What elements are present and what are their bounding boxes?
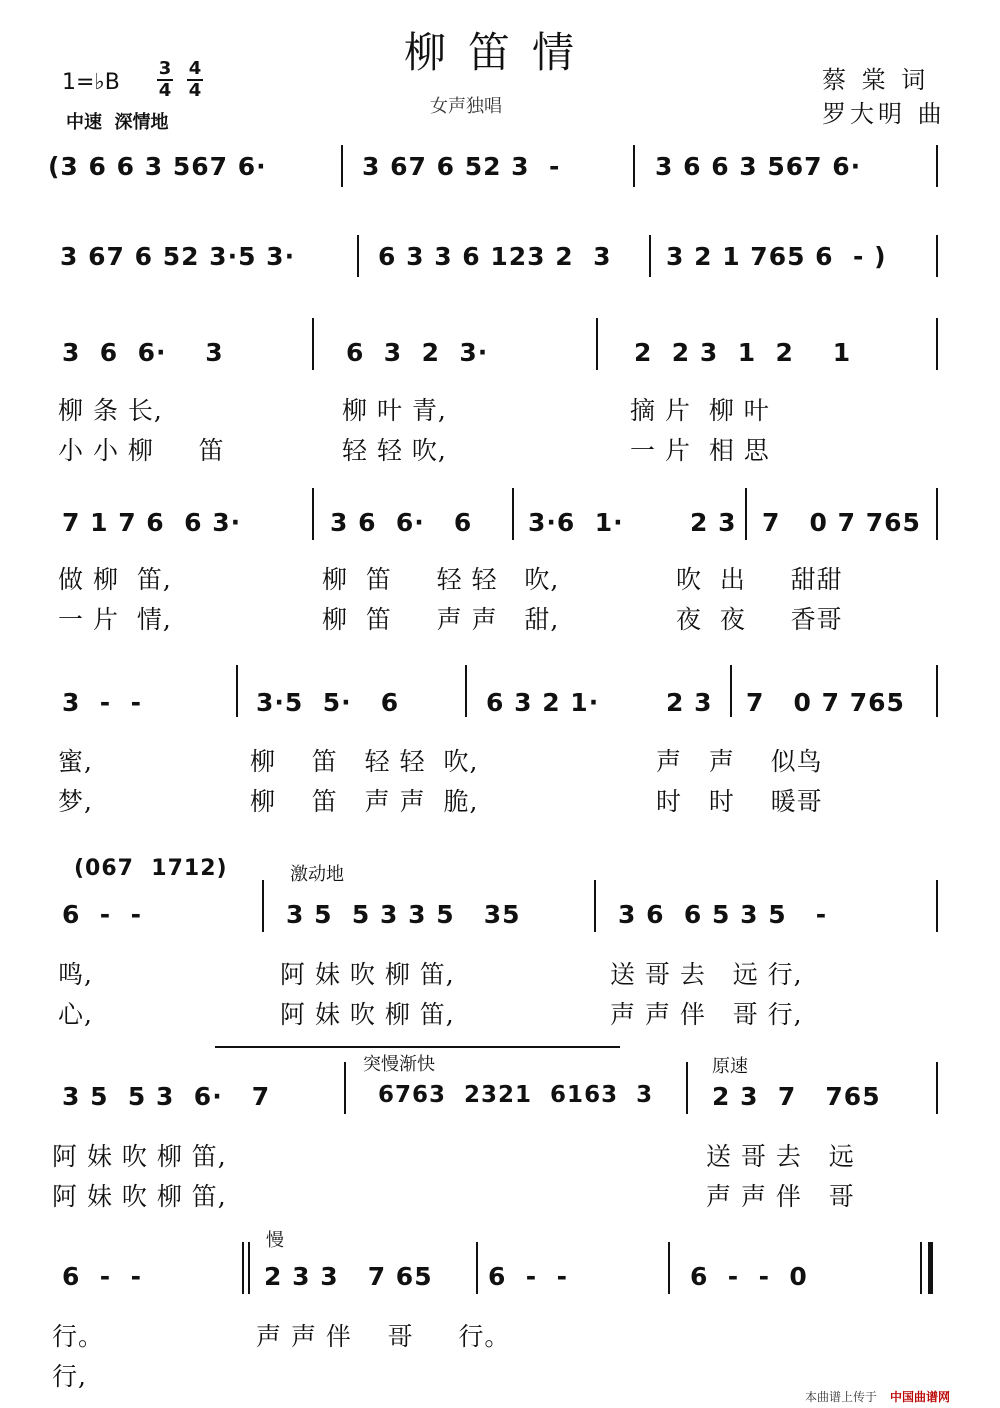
- row5-lyric-v2-b: 柳 笛 声 声 脆,: [250, 787, 479, 816]
- row6-lyric-v1-c: 送 哥 去 远 行,: [610, 960, 803, 989]
- song-title: 柳笛情: [403, 28, 596, 77]
- row7-measure-3: 2 3 7 765: [712, 1082, 881, 1111]
- row8-measure-2: 2 3 3 7 65: [264, 1262, 433, 1291]
- row8-lyric-v2-a: 行,: [52, 1362, 87, 1391]
- performance-type: 女声独唱: [430, 96, 502, 117]
- lyricist-credit: 蔡 棠 词: [822, 66, 930, 94]
- final-barline: [920, 1242, 922, 1294]
- key-signature: 1=♭B: [62, 70, 120, 95]
- barline: [633, 145, 635, 187]
- time-signature-3-4: 3 4: [158, 58, 172, 101]
- barline: [312, 318, 314, 370]
- barline: [936, 145, 938, 187]
- row3-lyric-v2-b: 轻 轻 吹,: [342, 436, 447, 465]
- barline: [512, 488, 514, 540]
- row5-lyric-v1-b: 柳 笛 轻 轻 吹,: [250, 747, 479, 776]
- barline: [476, 1242, 478, 1294]
- barline: [730, 665, 732, 717]
- footer-site-logo: 中国曲谱网: [890, 1390, 951, 1404]
- final-barline: [928, 1242, 933, 1294]
- interlude-notes: (067 1712): [74, 856, 228, 881]
- row2-measure-3: 3 2 1 765 6 - ): [666, 242, 887, 271]
- row4-lyric-v1-c: 吹 出 甜甜: [676, 565, 843, 594]
- expression-mark: 激动地: [290, 864, 344, 885]
- barline: [236, 665, 238, 717]
- barline: [262, 880, 264, 932]
- barline: [745, 488, 747, 540]
- row4-measure-2: 3 6 6· 6: [330, 508, 473, 537]
- barline: [596, 318, 598, 370]
- barline: [312, 488, 314, 540]
- row4-lyric-v2-a: 一 片 情,: [58, 605, 172, 634]
- row5-measure-3: 6 3 2 1·: [486, 688, 600, 717]
- barline: [649, 235, 651, 277]
- row3-lyric-v1-b: 柳 叶 青,: [342, 396, 447, 425]
- row2-measure-1: 3 67 6 52 3·5 3·: [60, 242, 296, 271]
- row3-lyric-v2-c: 一 片 相 思: [630, 436, 770, 465]
- row4-measure-5: 7 0 7 765: [762, 508, 921, 537]
- barline: [341, 145, 343, 187]
- row5-measure-5: 7 0 7 765: [746, 688, 905, 717]
- row7-measure-1: 3 5 5 3 6· 7: [62, 1082, 271, 1111]
- composer-credit: 罗大明 曲: [822, 100, 946, 128]
- repeat-start-barline: [248, 1242, 250, 1294]
- row7-measure-2: 6763 2321 6163 3: [378, 1082, 654, 1108]
- row3-measure-3: 2 2 3 1 2 1: [634, 338, 852, 367]
- repeat-start-barline: [242, 1242, 244, 1294]
- row7-lyric-v2-a: 阿 妹 吹 柳 笛,: [52, 1182, 227, 1211]
- row6-lyric-v2-a: 心,: [58, 1000, 93, 1029]
- row3-measure-2: 6 3 2 3·: [346, 338, 489, 367]
- expression-mark: 突慢渐快: [360, 1050, 438, 1076]
- row5-measure-1: 3 - -: [62, 688, 142, 717]
- barline: [344, 1062, 346, 1114]
- barline: [465, 665, 467, 717]
- row7-lyric-v1-a: 阿 妹 吹 柳 笛,: [52, 1142, 227, 1171]
- row1-measure-1: (3 6 6 3 567 6·: [48, 152, 267, 181]
- time-signature-4-4: 4 4: [188, 58, 202, 101]
- row6-lyric-v2-b: 阿 妹 吹 柳 笛,: [280, 1000, 455, 1029]
- row3-lyric-v1-a: 柳 条 长,: [58, 396, 163, 425]
- row4-lyric-v1-b: 柳 笛 轻 轻 吹,: [322, 565, 560, 594]
- row6-measure-2: 3 5 5 3 3 5 35: [286, 900, 521, 929]
- row7-lyric-v1-b: 送 哥 去 远: [706, 1142, 855, 1171]
- row6-lyric-v1-a: 鸣,: [58, 960, 93, 989]
- barline: [936, 488, 938, 540]
- row2-measure-2: 6 3 3 6 123 2 3: [378, 242, 612, 271]
- row8-lyric-v1-b: 声 声 伴 哥 行。: [256, 1322, 511, 1351]
- row4-measure-4: 2 3: [690, 508, 737, 537]
- barline: [686, 1062, 688, 1114]
- row8-measure-1: 6 - -: [62, 1262, 142, 1291]
- row3-measure-1: 3 6 6· 3: [62, 338, 224, 367]
- row5-measure-2: 3·5 5· 6: [256, 688, 400, 717]
- barline: [594, 880, 596, 932]
- row1-measure-3: 3 6 6 3 567 6·: [655, 152, 862, 181]
- barline: [668, 1242, 670, 1294]
- row4-measure-3: 3·6 1·: [528, 508, 624, 537]
- expression-mark: 慢: [266, 1230, 284, 1251]
- barline: [936, 880, 938, 932]
- row4-lyric-v2-b: 柳 笛 声 声 甜,: [322, 605, 560, 634]
- row3-lyric-v1-c: 摘 片 柳 叶: [630, 396, 770, 425]
- barline: [357, 235, 359, 277]
- row5-lyric-v1-c: 声 声 似鸟: [656, 747, 823, 776]
- row7-lyric-v2-b: 声 声 伴 哥: [706, 1182, 855, 1211]
- tempo-marking: 中速 深情地: [66, 112, 169, 133]
- row8-lyric-v1-a: 行。: [52, 1322, 105, 1351]
- row6-measure-1: 6 - -: [62, 900, 142, 929]
- row6-measure-3: 3 6 6 5 3 5 -: [618, 900, 828, 929]
- barline: [936, 665, 938, 717]
- row8-measure-3: 6 - -: [488, 1262, 568, 1291]
- row4-measure-1: 7 1 7 6 6 3·: [62, 508, 242, 537]
- row5-measure-4: 2 3: [666, 688, 713, 717]
- barline: [936, 318, 938, 370]
- row5-lyric-v2-a: 梦,: [58, 787, 93, 816]
- row6-lyric-v2-c: 声 声 伴 哥 行,: [610, 1000, 803, 1029]
- row1-measure-2: 3 67 6 52 3 -: [362, 152, 561, 181]
- footer-text: 本曲谱上传于: [805, 1390, 878, 1404]
- expression-mark: 原速: [712, 1056, 748, 1077]
- row3-lyric-v2-a: 小 小 柳 笛: [58, 436, 225, 465]
- row5-lyric-v1-a: 蜜,: [58, 747, 93, 776]
- row4-lyric-v2-c: 夜 夜 香哥: [676, 605, 843, 634]
- barline: [936, 1062, 938, 1114]
- row5-lyric-v2-c: 时 时 暖哥: [656, 787, 823, 816]
- tempo-bracket: [215, 1046, 620, 1048]
- barline: [936, 235, 938, 277]
- row8-measure-4: 6 - - 0: [690, 1262, 808, 1291]
- row4-lyric-v1-a: 做 柳 笛,: [58, 565, 172, 594]
- row6-lyric-v1-b: 阿 妹 吹 柳 笛,: [280, 960, 455, 989]
